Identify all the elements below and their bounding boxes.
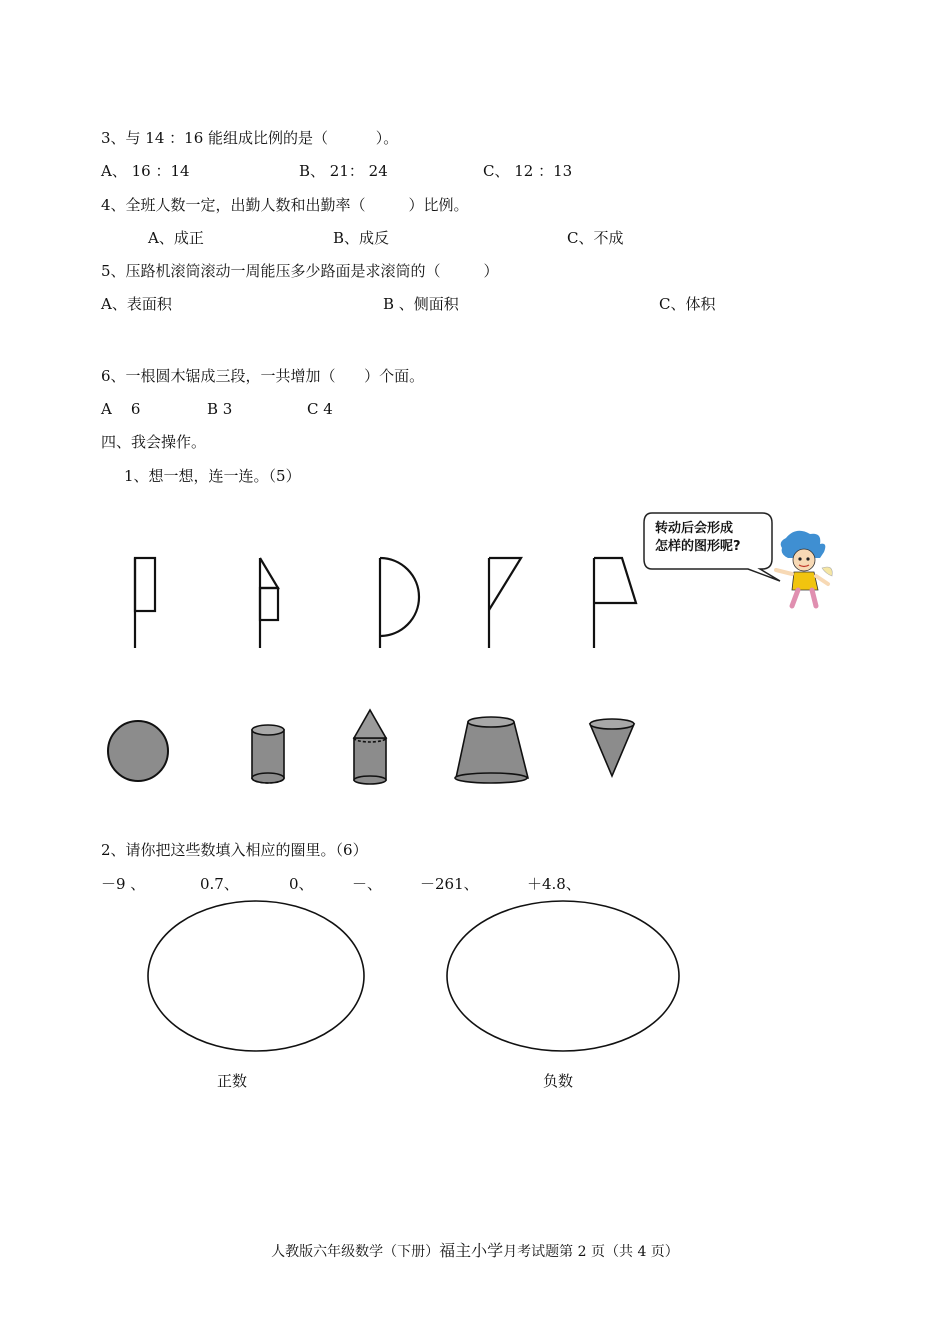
cylinder-solid	[252, 725, 284, 783]
flag-trapezoid-shape	[594, 558, 636, 648]
frustum-solid	[455, 717, 528, 783]
q4-option-b[interactable]: B、成反	[333, 229, 390, 247]
page-footer	[0, 1238, 950, 1261]
q3-option-b[interactable]: B、 21： 24	[299, 162, 388, 180]
flag-semicircle-shape	[380, 558, 419, 648]
cone-cylinder-solid	[354, 710, 386, 784]
cartoon-girl-icon	[770, 528, 836, 612]
section-title: 四、我会操作。	[101, 433, 207, 451]
flag-rectangle-shape	[135, 558, 155, 648]
inverted-cone-solid	[590, 719, 634, 776]
q3-stem: 3、与 14 ：16 能组成比例的是（ ）。	[101, 129, 399, 147]
q5-option-c[interactable]: C、体积	[659, 295, 716, 313]
bubble-line-1: 转动后会形成	[655, 521, 734, 536]
sphere-solid	[108, 721, 168, 781]
footer-suffix: 月考试题第 2 页（共 4 页）	[503, 1244, 679, 1260]
task2-instruction: 2、请你把这些数填入相应的圈里。（6）	[101, 841, 368, 859]
footer-prefix: 人教版六年级数学（下册）	[271, 1244, 440, 1260]
positive-circle[interactable]	[145, 898, 367, 1054]
flag-rect-triangle-shape	[260, 558, 278, 648]
rotation-shapes-row	[120, 548, 660, 656]
number-item: －9 、	[101, 875, 146, 893]
q4-option-c[interactable]: C、不成	[567, 229, 624, 247]
bubble-line-2: 怎样的图形呢?	[655, 539, 741, 554]
q5-option-a[interactable]: A、表面积	[101, 295, 172, 313]
q4-option-a[interactable]: A、成正	[148, 229, 204, 247]
number-item: －、	[352, 875, 383, 893]
number-item: 0、	[289, 875, 314, 893]
negative-label: 负数	[543, 1072, 574, 1090]
number-item: －261、	[420, 875, 479, 893]
flag-triangle-shape	[489, 558, 521, 648]
q6-option-c[interactable]: C 4	[307, 400, 333, 418]
q5-option-b[interactable]: B 、侧面积	[383, 295, 459, 313]
number-item: 0.7、	[200, 875, 239, 893]
solids-row	[100, 706, 660, 796]
q6-option-b[interactable]: B 3	[207, 400, 233, 418]
negative-circle[interactable]	[443, 898, 683, 1054]
q3-option-c[interactable]: C、 12 ：13	[483, 162, 573, 180]
footer-school: 福主小学	[439, 1241, 504, 1260]
q4-stem: 4、全班人数一定，出勤人数和出勤率（ ）比例。	[101, 196, 469, 214]
q6-stem: 6、一根圆木锯成三段，一共增加（ ）个面。	[101, 367, 425, 385]
q6-option-a[interactable]: A 6	[101, 400, 141, 418]
task1-instruction: 1、想一想，连一连。（5）	[124, 467, 301, 485]
q5-stem: 5、压路机滚筒滚动一周能压多少路面是求滚筒的（ ）	[101, 262, 499, 280]
positive-label: 正数	[217, 1072, 248, 1090]
q3-option-a[interactable]: A、 16 ：14	[101, 162, 190, 180]
number-item: ＋4.8、	[527, 875, 581, 893]
